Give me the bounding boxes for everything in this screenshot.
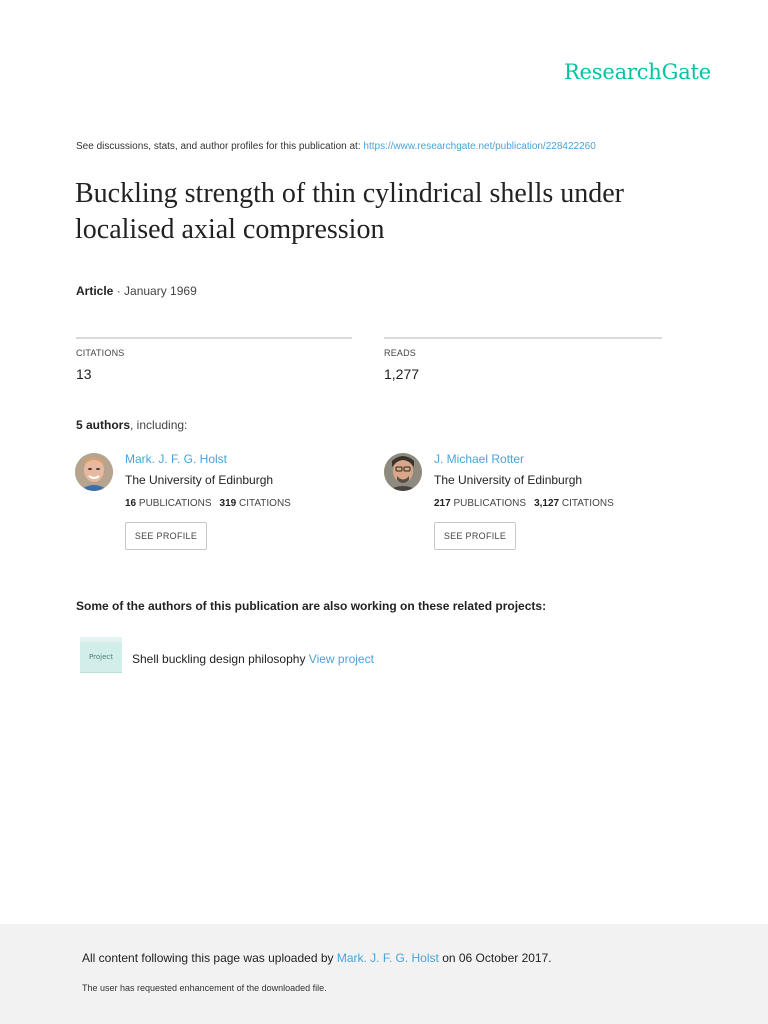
meta-separator: · <box>113 284 125 298</box>
upload-prefix: All content following this page was uploaded by <box>82 951 337 965</box>
authors-summary <box>76 418 187 432</box>
project-item <box>132 652 374 666</box>
project-name: Shell buckling design philosophy <box>132 652 306 666</box>
enhancement-note: The user has requested enhancement of the downloaded file. <box>82 983 327 993</box>
author-citations-count: 3,127 <box>534 498 560 509</box>
citations-label: CITATIONS <box>76 348 125 358</box>
upload-notice <box>82 951 552 965</box>
author-citations-label: CITATIONS <box>238 498 291 509</box>
author-stats <box>125 498 291 509</box>
related-projects-heading: Some of the authors of this publication are also working on these related projects: <box>76 599 547 613</box>
uploader-link[interactable]: Mark. J. F. G. Holst <box>336 951 439 965</box>
project-icon-label: Project <box>80 642 122 673</box>
citations-count: 13 <box>76 366 92 382</box>
citations-divider <box>76 337 352 339</box>
view-project-link[interactable]: View project <box>308 652 374 666</box>
author-publications-count: 16 <box>125 498 137 509</box>
author-avatar[interactable] <box>75 453 113 491</box>
reads-count: 1,277 <box>384 366 420 382</box>
author-name-link[interactable]: Mark. J. F. G. Holst <box>125 452 228 466</box>
author-publications-count: 217 <box>434 498 451 509</box>
discussion-line <box>76 141 596 152</box>
reads-divider <box>384 337 662 339</box>
author-name-link[interactable]: J. Michael Rotter <box>434 452 525 466</box>
author-institution: The University of Edinburgh <box>434 473 583 487</box>
reads-label: READS <box>384 348 417 358</box>
author-publications-label: PUBLICATIONS <box>453 498 527 509</box>
see-profile-button[interactable]: SEE PROFILE <box>434 522 516 550</box>
avatar-photo-icon <box>384 453 422 491</box>
researchgate-logo[interactable]: ResearchGate <box>563 60 711 84</box>
author-stats <box>434 498 614 509</box>
author-institution: The University of Edinburgh <box>125 473 274 487</box>
author-avatar[interactable] <box>384 453 422 491</box>
project-folder-icon[interactable] <box>80 637 122 673</box>
authors-suffix: , including: <box>130 418 188 432</box>
upload-suffix: on 06 October 2017. <box>438 951 552 965</box>
publication-date: January 1969 <box>124 284 197 298</box>
publication-url-link[interactable]: https://www.researchgate.net/publication/228422260 <box>363 141 596 152</box>
avatar-photo-icon <box>75 453 113 491</box>
page-footer <box>0 924 768 1024</box>
authors-count: 5 authors <box>76 418 131 432</box>
see-profile-button[interactable]: SEE PROFILE <box>125 522 207 550</box>
publication-meta <box>76 284 197 298</box>
author-citations-label: CITATIONS <box>561 498 614 509</box>
publication-type: Article <box>76 284 114 298</box>
discussion-prefix: See discussions, stats, and author profiles for this publication at: <box>76 141 364 152</box>
publication-title: Buckling strength of thin cylindrical shells under localised axial compression <box>75 178 625 245</box>
author-publications-label: PUBLICATIONS <box>138 498 212 509</box>
author-citations-count: 319 <box>219 498 237 509</box>
